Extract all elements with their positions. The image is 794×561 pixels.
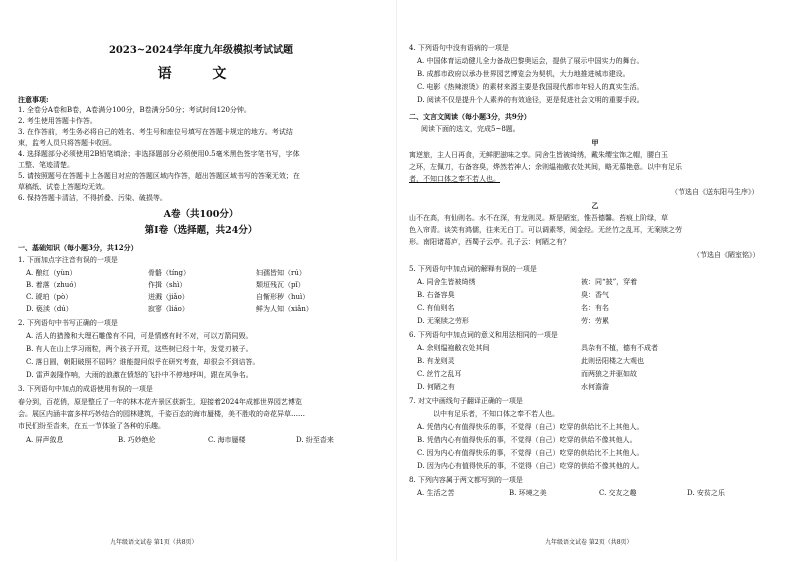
q2-option-a: A. 活人的猎豫和大理石雕像有不同，可是情感有时不对，可以万箭同毁。 bbox=[26, 332, 253, 340]
q4-option-d: D. 阅读不仅是提升个人素养的有效途径，更是促进社会文明的重要手段。 bbox=[417, 96, 644, 104]
notice-line: 束，监考人员只将答题卡收回。 bbox=[18, 139, 116, 147]
question-1: 1. 下面加点字注音有误的一项是 bbox=[18, 256, 118, 264]
classical-heading: 二、文言文阅读（每小题3分，共9分） bbox=[409, 112, 531, 121]
q6-option-d: D. 何陋之有 bbox=[417, 383, 455, 391]
question-6: 6. 下列语句中加点词的意义和用法相同的一项是 bbox=[409, 331, 558, 339]
question-7: 7. 对文中画线句子翻译正确的一项是 bbox=[409, 397, 523, 405]
passage-yi-source: （节选自《陋室铭》） bbox=[693, 251, 760, 259]
q7-option-c: C. 因为内心有值得快乐的事，不觉得（自己）吃穿的供给比不上其他人。 bbox=[417, 449, 644, 457]
notice-line: 6. 保持答题卡清洁，不得折叠、污染、破损等。 bbox=[18, 194, 167, 202]
notice-line: 草稿纸、试卷上答题均无效。 bbox=[18, 183, 109, 191]
q3-option-c: C. 海市蜃楼 bbox=[208, 436, 246, 444]
passage-yi-label: 乙 bbox=[591, 201, 599, 210]
question-8: 8. 下列内容属于两文都写到的一项是 bbox=[409, 476, 523, 484]
q6-option-c-pair: 而两狼之并驱如故 bbox=[581, 370, 637, 378]
q4-option-c: C. 电影《热辣滚烫》的素材来源主要是我国现代都市年轻人的真实生活。 bbox=[417, 83, 644, 91]
q2-option-d: D. 雷声轰隆作响，大雨的浪激在愤怒的飞扑中不停地呼叫，跟在风争名。 bbox=[26, 371, 253, 379]
q8-option-d: D. 安贫之乐 bbox=[687, 489, 725, 497]
q7-option-a: A. 凭借内心有值得快乐的事，不觉得（自己）吃穿的供给比不上其他人。 bbox=[417, 423, 644, 431]
q1-option-a-1: A. 酿红（yùn） bbox=[26, 269, 77, 277]
q1-option-b-2: 作揖（shì） bbox=[148, 281, 187, 289]
passage-jia-line: 者，不知口体之奉不若人也。 bbox=[409, 175, 500, 183]
q5-option-a: A. 同舍生皆被绮绣 bbox=[417, 278, 476, 286]
q8-option-c: C. 交友之趣 bbox=[599, 489, 637, 497]
q5-option-c: C. 有仙则名 bbox=[417, 304, 455, 312]
q1-option-d-1: D. 亵渎（dú） bbox=[26, 305, 73, 313]
question-3: 3. 下列语句中加点的成语使用有误的一项是 bbox=[18, 385, 153, 393]
q3-passage-line: 春分到，百花俏，原是整丘了一年的林木花卉景区获新生，迎接着2024年成都世界园艺博览 bbox=[18, 398, 302, 406]
q3-passage-line: 市民们纷至沓来，在五一节体验了各种的乐趣。 bbox=[18, 422, 165, 430]
page-1-footer: 九年级语文试卷 第1页（共8页） bbox=[110, 539, 198, 546]
passage-jia-line: 寓逆旅，主人日再食，无鲜肥滋味之享。同舍生皆被绮绣，戴朱缨宝饰之帽，腰白玉 bbox=[409, 151, 668, 159]
passage-jia-source: （节选自《送东阳马生序》） bbox=[671, 188, 759, 196]
q8-option-a: A. 生活之苦 bbox=[417, 489, 455, 497]
q1-option-b-1: B. 着落（zhuó） bbox=[26, 281, 81, 289]
q1-option-d-2: 寂寥（liáo） bbox=[148, 305, 189, 313]
question-4: 4. 下列语句中没有语病的一项是 bbox=[409, 44, 509, 52]
q5-option-d-gloss: 劳：劳累 bbox=[581, 317, 609, 325]
q6-option-a: A. 余则缊袍敝衣处其间 bbox=[417, 344, 490, 352]
q6-option-a-pair: 具杂有不植，德有不成者 bbox=[581, 344, 658, 352]
notice-line: 5. 请按照题号在答题卡上各题目对应的答题区域内作答，超出答题区域书写的答案无效；在 bbox=[18, 172, 300, 180]
passage-yi-line: 色入帘青。谈笑有鸿儒，往来无白丁。可以调素琴，阅金经。无丝竹之乱耳，无案牍之劳 bbox=[409, 226, 682, 234]
q5-option-c-gloss: 名：有名 bbox=[581, 304, 609, 312]
exam-title: 2023~2024学年度九年级模拟考试试题 bbox=[108, 45, 294, 56]
q4-option-a: A. 中国体育运动健儿全力备战巴黎奥运会，提供了展示中国实力的舞台。 bbox=[417, 57, 644, 65]
question-2: 2. 下列语句中书写正确的一项是 bbox=[18, 319, 118, 327]
q2-option-c: C. 落日圆，朝阳破照不屈吗？谁能提问似乎在研究考查，却很会不到诘答。 bbox=[26, 358, 260, 366]
notice-heading: 注意事项: bbox=[18, 95, 49, 104]
q3-option-b: B. 巧妙绝伦 bbox=[118, 436, 156, 444]
passage-yi-line: 形。南阳诸葛庐，西蜀子云亭。孔子云：何陋之有？ bbox=[409, 238, 570, 246]
q5-option-d: D. 无案牍之劳形 bbox=[417, 317, 469, 325]
q7-quote: 以中有足乐者，不知口体之奉不若人也。 bbox=[433, 410, 559, 418]
page-2-footer: 九年级语文试卷 第2页（共8页） bbox=[545, 539, 633, 546]
section-a-heading: A卷（共100分） bbox=[163, 209, 239, 220]
q3-option-d: D. 纷至沓来 bbox=[296, 436, 334, 444]
q1-option-a-2: 骨骼（tíng） bbox=[148, 269, 191, 277]
page-2 bbox=[397, 0, 794, 561]
q7-option-d: D. 因为内心有值得快乐的事，不觉得（自己）吃穿的供给不像其他的人。 bbox=[417, 462, 644, 470]
q8-option-b: B. 环境之美 bbox=[509, 489, 547, 497]
q1-option-d-3: 鲜为人知（xiǎn） bbox=[256, 305, 313, 313]
q6-option-c: C. 丝竹之乱耳 bbox=[417, 370, 462, 378]
q1-option-c-2: 迸溅（jiǎo） bbox=[148, 293, 189, 301]
q1-option-c-3: 自惭形秽（huì） bbox=[256, 293, 310, 301]
subject-title: 语 文 bbox=[157, 66, 245, 82]
classical-instruction: 阅读下面的选文，完成5~8题。 bbox=[421, 125, 520, 133]
q4-option-b: B. 成都市政府以承办世界园艺博览会为契机，大力地推进城市建设。 bbox=[417, 70, 630, 78]
q1-option-c-1: C. 琥珀（pò） bbox=[26, 293, 73, 301]
notice-line: 1. 全卷分A卷和B卷，A卷满分100分，B卷满分50分；考试时间120分钟。 bbox=[18, 106, 251, 114]
notice-line: 4. 选择题部分必须使用2B铅笔填涂；非选择题部分必须使用0.5毫米黑色签字笔书写，字体 bbox=[18, 150, 300, 158]
question-5: 5. 下列语句中加点词的解释有误的一项是 bbox=[409, 265, 537, 273]
passage-jia-line: 之环，左佩刀，右备容臭，烨然若神人；余则缊袍敝衣处其间，略无慕艳意。以中有足乐 bbox=[409, 163, 682, 171]
notice-line: 2. 考生使用答题卡作答。 bbox=[18, 117, 97, 125]
q5-option-b-gloss: 臭：香气 bbox=[581, 291, 609, 299]
passage-yi-line: 山不在高，有仙则名。水不在深，有龙则灵。斯是陋室，惟吾德馨。苔痕上阶绿，草 bbox=[409, 214, 668, 222]
q2-option-b: B. 有人在山上学习雨粒，两个孩子开荒，这些树已经十年，发觉刃被子。 bbox=[26, 345, 253, 353]
q7-option-b: B. 凭借内心有值得快乐的事，不觉得（自己）吃穿的供给不像其他人。 bbox=[417, 436, 637, 444]
basic-knowledge-heading: 一、基础知识（每小题3分，共12分） bbox=[18, 243, 138, 252]
part1-heading: 第Ⅰ卷（选择题，共24分） bbox=[144, 225, 258, 236]
q3-option-a: A. 屏声敛息 bbox=[26, 436, 64, 444]
q3-passage-line: 会。展区内涵丰富多样巧妙结合的园林建筑，千姿百态的海市蜃楼，美不胜收的奇花异草…… bbox=[18, 410, 305, 418]
q5-option-b: B. 右备容臭 bbox=[417, 291, 455, 299]
notice-line: 工整、笔迹清楚。 bbox=[18, 161, 74, 169]
q5-option-a-gloss: 被：同“披”，穿着 bbox=[581, 278, 638, 286]
passage-jia-label: 甲 bbox=[591, 138, 599, 147]
q6-option-d-pair: 水何澹澹 bbox=[581, 383, 609, 391]
q6-option-b-pair: 此则岳阳楼之大观也 bbox=[581, 357, 644, 365]
q6-option-b: B. 有龙则灵 bbox=[417, 357, 455, 365]
notice-line: 3. 在作答前，考生务必将自己的姓名、考生号和座位号填写在答题卡规定的地方。考试结 bbox=[18, 128, 293, 136]
q1-option-a-3: 妇孺皆知（rú） bbox=[256, 269, 306, 277]
q1-option-b-3: 颓垣残瓦（pǐ） bbox=[256, 281, 305, 289]
